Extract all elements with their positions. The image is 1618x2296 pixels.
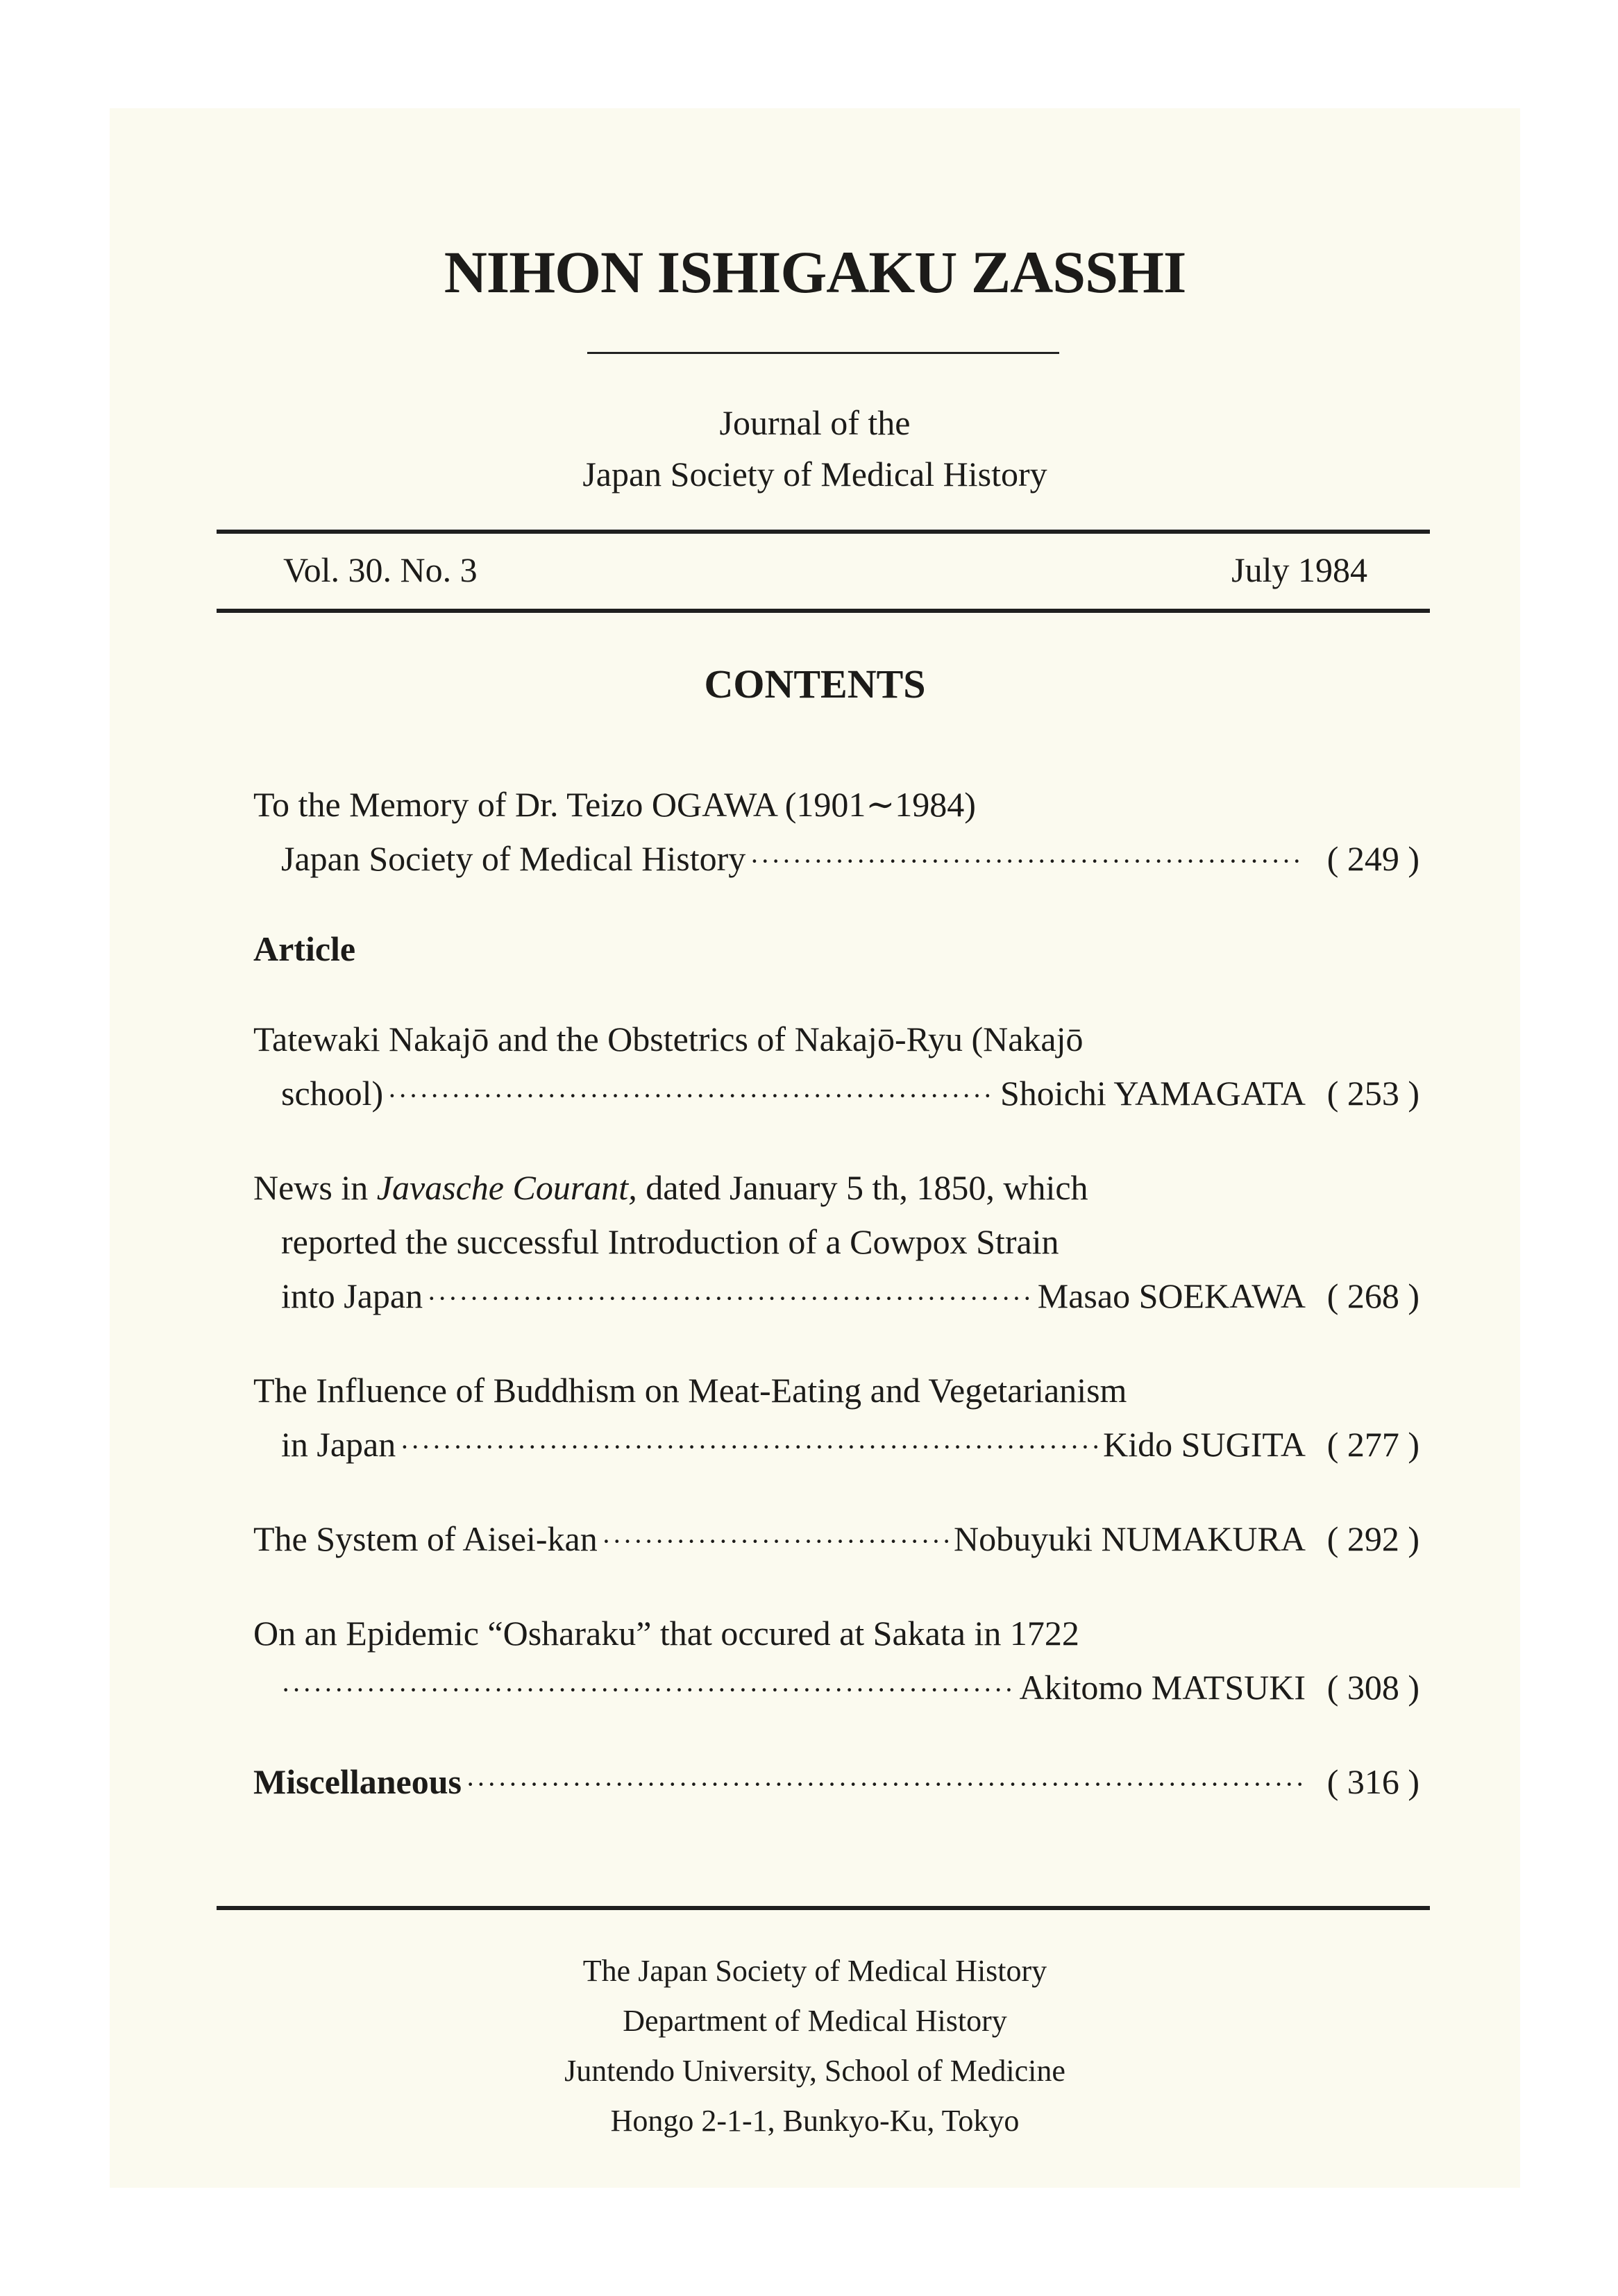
dot-leader — [387, 1069, 996, 1123]
article-title-continued: reported the successful Introduction of a Cowpox Strain — [281, 1222, 1059, 1261]
newspaper-title: Javasche Courant, — [376, 1168, 637, 1207]
page-number: ( 277 ) — [1326, 1425, 1419, 1464]
page-number: ( 268 ) — [1326, 1276, 1419, 1315]
article-title: The Influence of Buddhism on Meat-Eating and Vegetarianism — [253, 1371, 1127, 1410]
journal-cover-page — [110, 108, 1520, 2188]
section-label-miscellaneous: Miscellaneous — [253, 1762, 462, 1801]
article-author: Akitomo MATSUKI — [1019, 1668, 1306, 1707]
toc-entry-memorial — [253, 777, 1419, 886]
bottom-rule — [217, 609, 1430, 613]
contents-heading: CONTENTS — [704, 661, 926, 707]
article-title: The System of Aisei-kan — [253, 1519, 598, 1558]
memorial-title: To the Memory of Dr. Teizo OGAWA (1901∼1984) — [253, 785, 976, 824]
toc-entry-miscellaneous — [253, 1755, 1419, 1809]
title-divider — [587, 352, 1059, 354]
article-author: Shoichi YAMAGATA — [1000, 1074, 1306, 1113]
article-title: Tatewaki Nakajō and the Obstetrics of Nakajō-Ryu (Nakajō — [253, 1020, 1084, 1058]
article-title: On an Epidemic “Osharaku” that occured at Sakata in 1722 — [253, 1614, 1079, 1653]
article-title-continued: school) — [281, 1074, 384, 1113]
article-title: News in Javasche Courant, dated January 5 th, 1850, which — [253, 1168, 1088, 1207]
page-number: ( 316 ) — [1326, 1762, 1419, 1801]
article-title-continued: in Japan — [281, 1425, 396, 1464]
top-rule — [217, 530, 1430, 534]
volume-number: Vol. 30. No. 3 — [283, 550, 478, 589]
dot-leader — [602, 1514, 950, 1569]
dot-leader — [400, 1420, 1099, 1474]
publisher-department: Department of Medical History — [623, 2004, 1007, 2038]
journal-subtitle-line2: Japan Society of Medical History — [582, 455, 1047, 493]
page-number: ( 308 ) — [1326, 1668, 1419, 1707]
publisher-location: Hongo 2-1-1, Bunkyo-Ku, Tokyo — [610, 2104, 1020, 2138]
page-number: ( 253 ) — [1326, 1074, 1419, 1113]
section-label-article: Article — [253, 929, 356, 968]
toc-entry — [253, 1012, 1419, 1120]
dot-leader — [281, 1663, 1015, 1717]
toc-entry — [253, 1606, 1419, 1714]
article-author: Masao SOEKAWA — [1037, 1276, 1306, 1315]
memorial-author: Japan Society of Medical History — [281, 839, 746, 878]
article-author: Kido SUGITA — [1103, 1425, 1306, 1464]
toc-entry — [253, 1363, 1419, 1471]
dot-leader — [466, 1757, 1304, 1812]
table-of-contents — [253, 777, 1419, 1809]
issue-info — [283, 552, 1367, 587]
dot-leader — [427, 1272, 1034, 1326]
journal-title: NIHON ISHIGAKU ZASSHI — [444, 239, 1186, 305]
publisher-address — [110, 1946, 1520, 2146]
article-author: Nobuyuki NUMAKURA — [954, 1519, 1306, 1558]
page-number: ( 292 ) — [1326, 1519, 1419, 1558]
toc-entry — [253, 1160, 1419, 1323]
issue-date: July 1984 — [1231, 550, 1367, 589]
dot-leader — [750, 834, 1304, 888]
toc-entry — [253, 1512, 1419, 1566]
publisher-university: Juntendo University, School of Medicine — [564, 2054, 1065, 2088]
page-number: ( 249 ) — [1326, 839, 1419, 878]
journal-subtitle-line1: Journal of the — [719, 403, 911, 442]
article-title-continued: into Japan — [281, 1276, 423, 1315]
footer-rule — [217, 1906, 1430, 1910]
publisher-name: The Japan Society of Medical History — [582, 1954, 1047, 1988]
